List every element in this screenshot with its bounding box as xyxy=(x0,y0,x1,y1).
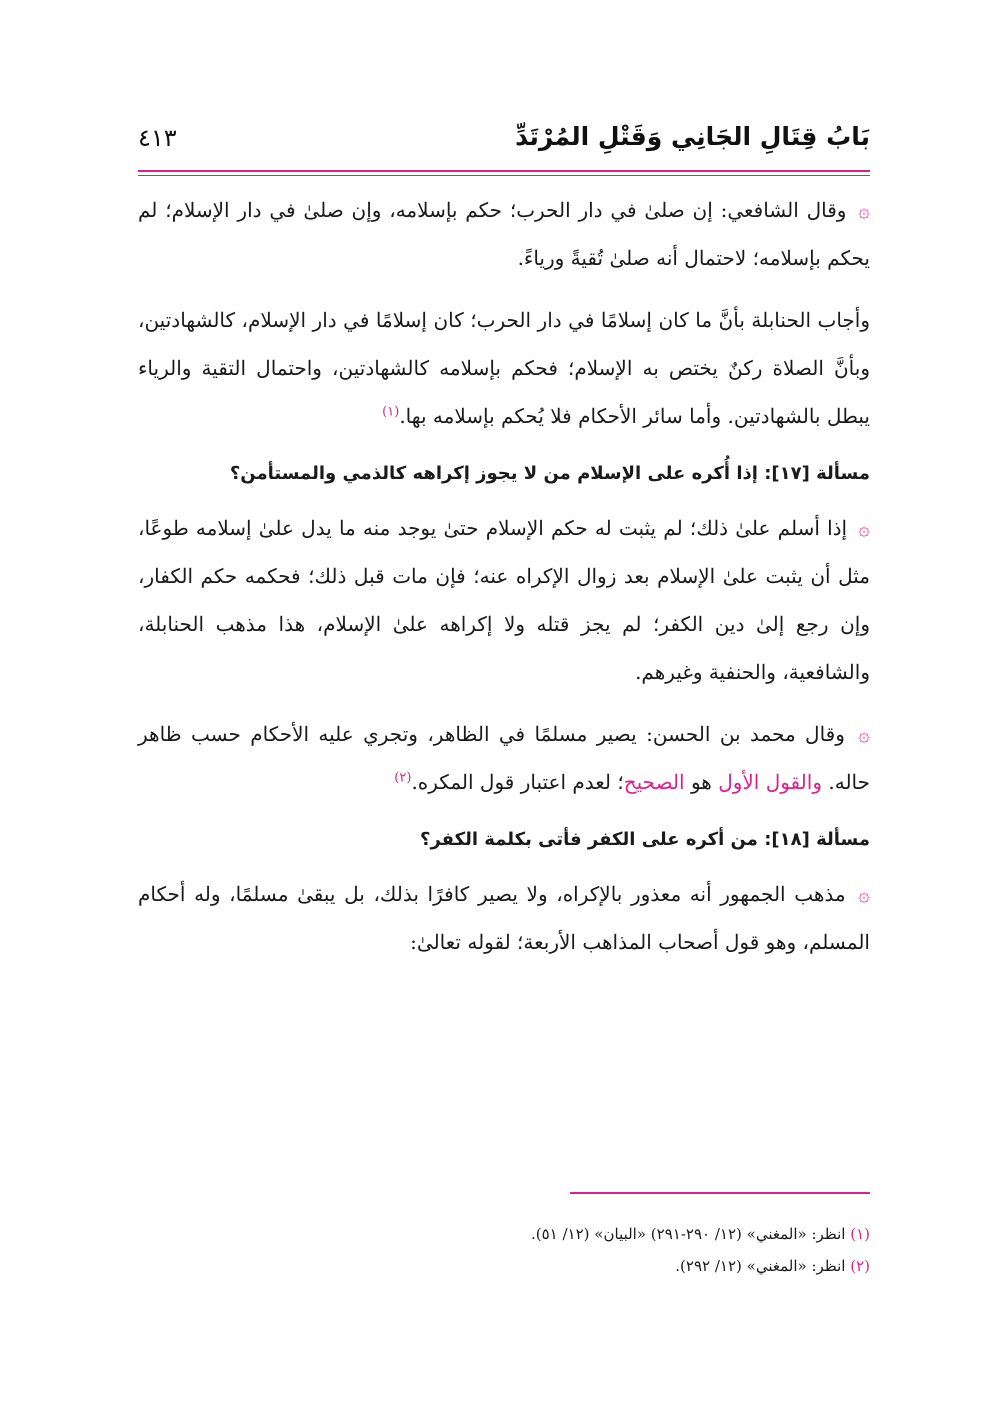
highlight-first-opinion: والقول الأول xyxy=(718,770,822,794)
footnote-separator xyxy=(570,1192,870,1194)
issue-title: إذا أُكره على الإسلام من لا يجوز إكراهه كالذمي والمستأمن؟ xyxy=(229,463,758,484)
footnotes xyxy=(138,1218,870,1282)
page-number: ٤١٣ xyxy=(138,124,177,152)
header-rule xyxy=(138,170,870,172)
paragraph-text: وأجاب الحنابلة بأنَّ ما كان إسلامًا في دار الحرب؛ كان إسلامًا في دار الإسلام، كالشهادتين، وبأنَّ الصلاة ركنٌ يختص به الإسلام؛ فحكم بإسلامه كالشهادتين، واحتمال التقية والرياء يبطل بالشهادتين. وأما سائر الأحكام فلا يُحكم بإسلامه بها. xyxy=(138,308,870,428)
rosette-icon: ۞ xyxy=(858,722,871,746)
issue-heading-17 xyxy=(138,454,870,494)
highlight-correct: الصحيح xyxy=(623,770,685,794)
issue-label: مسألة [١٨]: xyxy=(764,829,870,850)
footnote-text: انظر: «المغني» (١٢/ ٢٩٢). xyxy=(675,1257,846,1275)
paragraph-text: هو xyxy=(690,770,712,794)
footnote-ref-2[interactable]: (٢) xyxy=(394,770,412,786)
page-header xyxy=(138,118,870,168)
rosette-icon: ۞ xyxy=(858,882,870,906)
paragraph-text: ؛ لعدم اعتبار قول المكره. xyxy=(411,770,624,794)
chapter-title: بَابُ قِتَالِ الجَانِي وَقَتْلِ المُرْتَدِّ xyxy=(515,122,870,151)
paragraph-forced-islam xyxy=(138,504,870,696)
footnote-ref-1[interactable]: (١) xyxy=(382,404,400,420)
issue-title: من أكره على الكفر فأتى بكلمة الكفر؟ xyxy=(420,829,758,850)
paragraph-majority-view xyxy=(138,870,870,966)
footnote-1 xyxy=(138,1218,870,1250)
page-body xyxy=(138,186,870,980)
paragraph-text: مذهب الجمهور أنه معذور بالإكراه، ولا يصير كافرًا بذلك، بل يبقىٰ مسلمًا، وله أحكام المسلم، وهو قول أصحاب المذاهب الأربعة؛ لقوله تعالىٰ: xyxy=(138,882,870,954)
footnote-number: (٢) xyxy=(850,1257,870,1275)
issue-heading-18 xyxy=(138,820,870,860)
paragraph-muhammad-hasan xyxy=(138,710,870,806)
paragraph-shafii xyxy=(138,186,870,282)
paragraph-text: وقال الشافعي: إن صلىٰ في دار الحرب؛ حكم بإسلامه، وإن صلىٰ في دار الإسلام؛ لم يحكم بإسلامه؛ لاحتمال أنه صلىٰ تُقيةً ورياءً. xyxy=(138,198,870,270)
footnote-2 xyxy=(138,1250,870,1282)
rosette-icon: ۞ xyxy=(858,516,871,540)
footnote-number: (١) xyxy=(850,1225,870,1243)
footnote-text: انظر: «المغني» (١٢/ ٢٩٠-٢٩١) «البيان» (١٢/ ٥١). xyxy=(530,1225,846,1243)
paragraph-text: وقال محمد بن الحسن: يصير مسلمًا في الظاهر، وتجري عليه الأحكام حسب ظاهر حاله. xyxy=(138,722,870,794)
paragraph-hanabila-reply xyxy=(138,296,870,440)
issue-label: مسألة [١٧]: xyxy=(764,463,870,484)
rosette-icon: ۞ xyxy=(858,198,870,222)
header-rule-thin xyxy=(138,175,870,176)
paragraph-text: إذا أسلم علىٰ ذلك؛ لم يثبت له حكم الإسلام حتىٰ يوجد منه ما يدل علىٰ إسلامه طوعًا، مثل أن يثبت علىٰ الإسلام بعد زوال الإكراه عنه؛ فإن مات قبل ذلك؛ فحكمه حكم الكفار، وإن رجع إلىٰ دين الكفر؛ لم يجز قتله ولا إكراهه علىٰ الإسلام، هذا مذهب الحنابلة، والشافعية، والحنفية وغيرهم. xyxy=(138,516,870,684)
